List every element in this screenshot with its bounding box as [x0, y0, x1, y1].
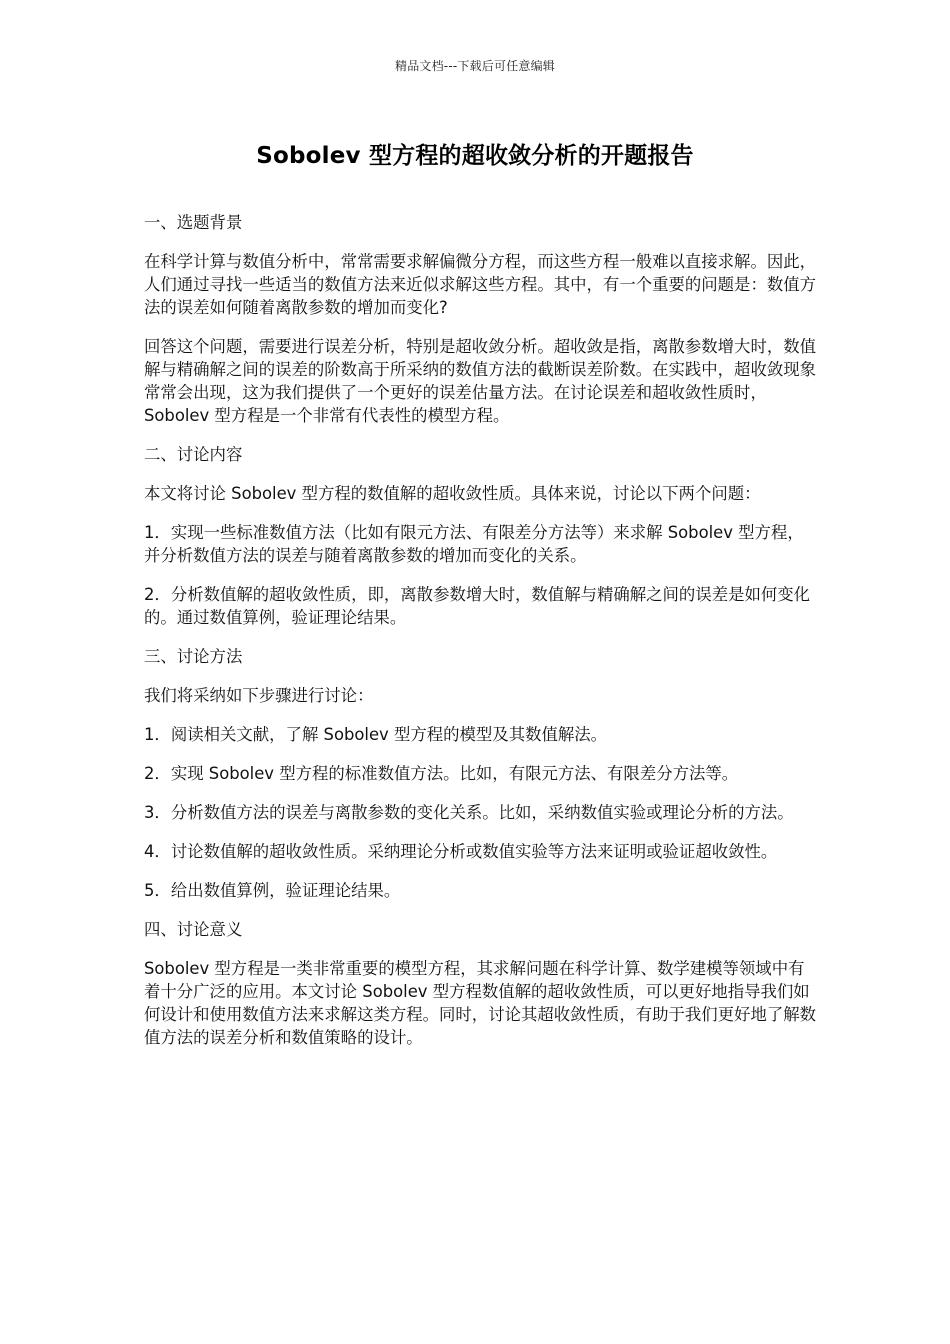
header-note: 精品文档---下载后可任意编辑	[395, 59, 555, 73]
section-heading-method: 三、讨论方法	[144, 647, 243, 666]
list-item: 1．阅读相关文献，了解 Sobolev 型方程的模型及其数值解法。	[144, 725, 608, 744]
paragraph: 我们将采纳如下步骤进行讨论：	[144, 686, 374, 705]
section-heading-significance: 四、讨论意义	[144, 920, 243, 939]
list-item: 3．分析数值方法的误差与离散参数的变化关系。比如，采纳数值实验或理论分析的方法。	[144, 803, 794, 822]
list-item: 2．分析数值解的超收敛性质，即，离散参数增大时，数值解与精确解之间的误差是如何变化的。通过数值算例，验证理论结果。	[144, 585, 811, 627]
section-heading-content: 二、讨论内容	[144, 445, 243, 464]
document-body	[144, 211, 816, 1065]
paragraph: 本文将讨论 Sobolev 型方程的数值解的超收敛性质。具体来说，讨论以下两个问题：	[144, 484, 761, 503]
section-heading-background: 一、选题背景	[144, 213, 243, 232]
list-item: 1．实现一些标准数值方法（比如有限元方法、有限差分方法等）来求解 Sobolev 型方程，并分析数值方法的误差与随着离散参数的增加而变化的关系。	[144, 523, 804, 565]
list-item: 5．给出数值算例，验证理论结果。	[144, 881, 401, 900]
paragraph: 回答这个问题，需要进行误差分析，特别是超收敛分析。超收敛是指，离散参数增大时，数值解与精确解之间的误差的阶数高于所采纳的数值方法的截断误差阶数。在实践中，超收敛现象常常会出现，这为我们提供了一个更好的误差估量方法。在讨论误差和超收敛性质时，Sobolev 型方程是一个非常有代表性的模型方程。	[144, 337, 817, 425]
list-item: 2．实现 Sobolev 型方程的标准数值方法。比如，有限元方法、有限差分方法等。	[144, 764, 739, 783]
list-item: 4．讨论数值解的超收敛性质。采纳理论分析或数值实验等方法来证明或验证超收敛性。	[144, 842, 778, 861]
paragraph: Sobolev 型方程是一类非常重要的模型方程，其求解问题在科学计算、数学建模等领域中有着十分广泛的应用。本文讨论 Sobolev 型方程数值解的超收敛性质，可以更好地指导我们如何设计和使用数值方法来求解这类方程。同时，讨论其超收敛性质，有助于我们更好地了解数值方法的误差分析和数值策略的设计。	[144, 959, 817, 1047]
document-title: Sobolev 型方程的超收敛分析的开题报告	[256, 143, 694, 169]
paragraph: 在科学计算与数值分析中，常常需要求解偏微分方程，而这些方程一般难以直接求解。因此，人们通过寻找一些适当的数值方法来近似求解这些方程。其中，有一个重要的问题是：数值方法的误差如何随着离散参数的增加而变化?	[144, 252, 817, 317]
